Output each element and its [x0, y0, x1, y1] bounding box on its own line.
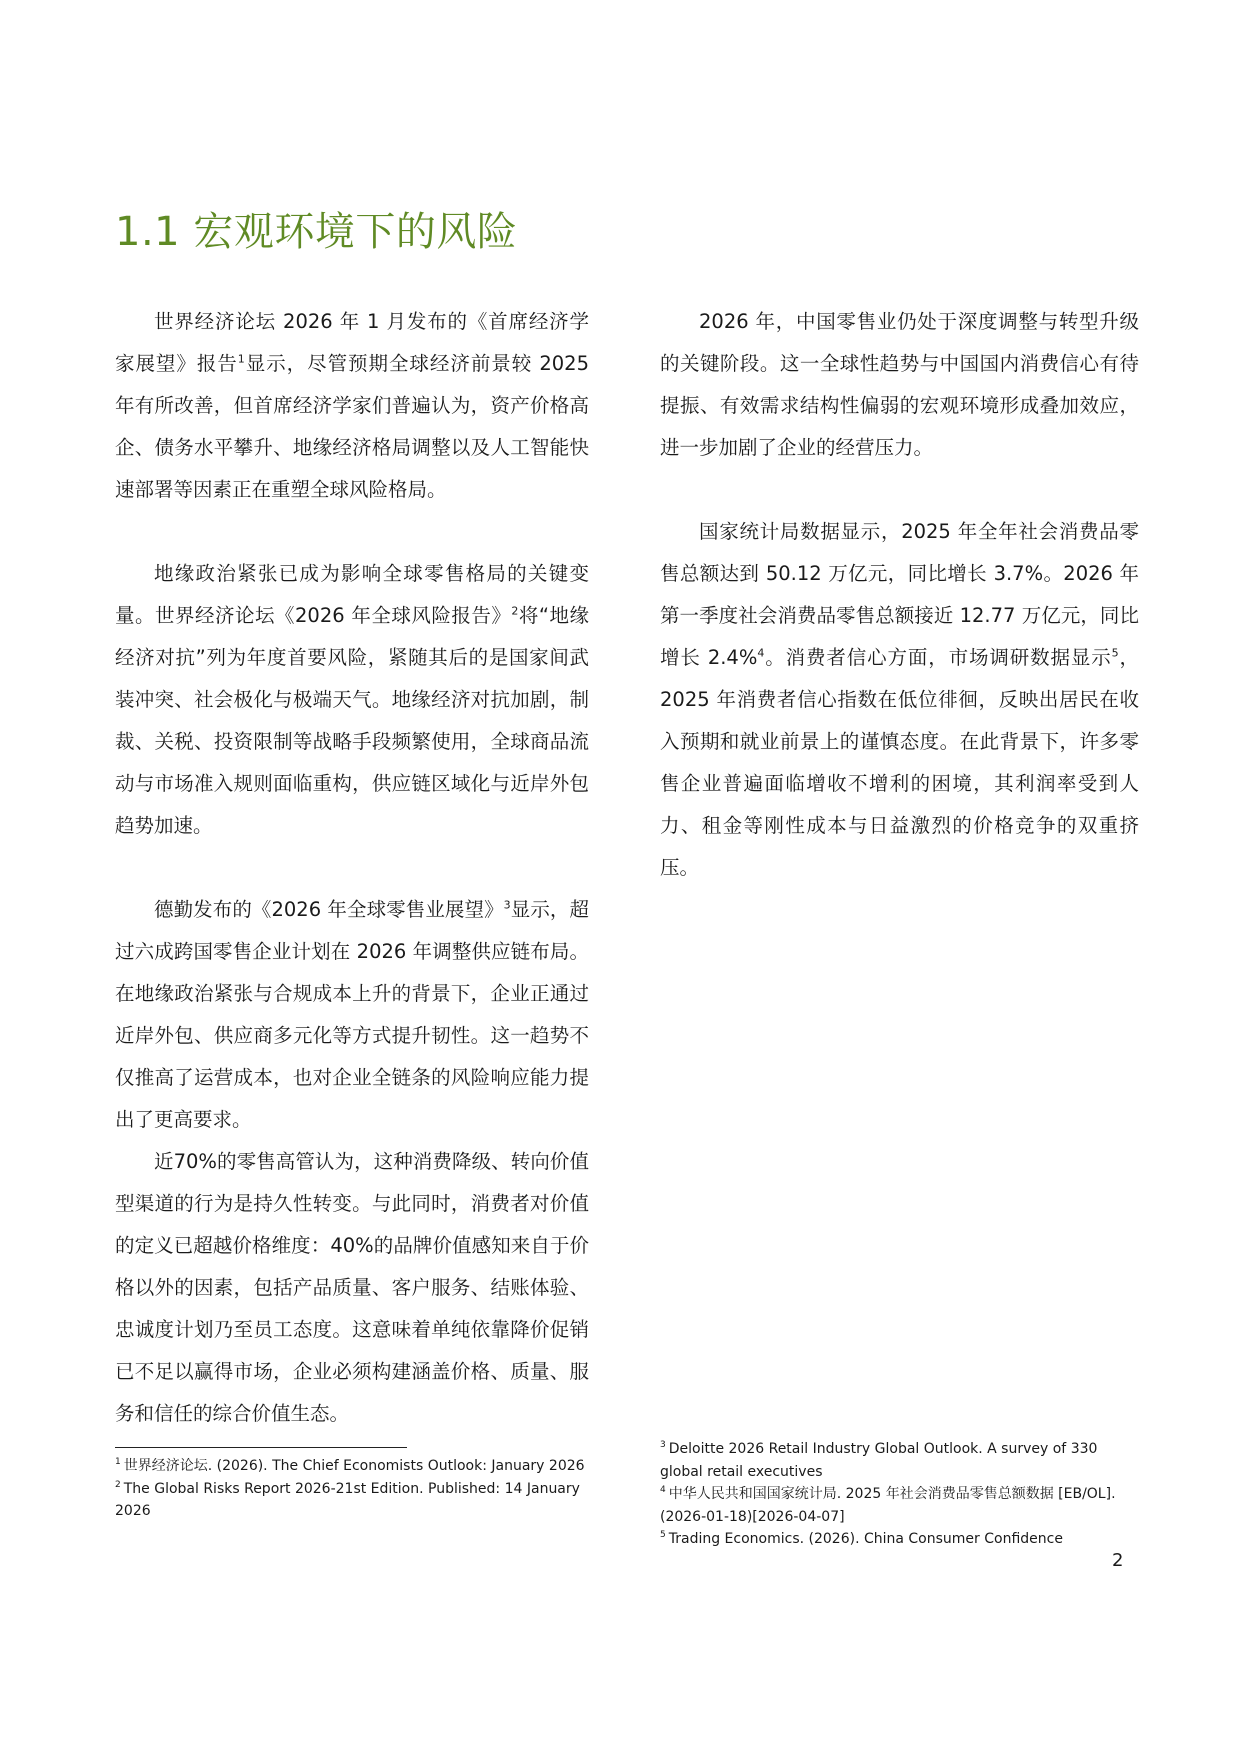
footnote-number: 1: [115, 1457, 121, 1468]
footnote-text: The Global Risks Report 2026-21st Edition. Published: 14 January 2026: [115, 1480, 580, 1519]
footnote-ref[interactable]: 3: [503, 898, 511, 912]
paragraph-text: 世界经济论坛 2026 年 1 月发布的《首席经济学家展望》报告: [115, 310, 589, 375]
footnote: [660, 1483, 1130, 1528]
footnote: [115, 1478, 585, 1523]
footnote-number: 3: [660, 1440, 666, 1451]
paragraph: [660, 511, 1139, 889]
paragraph: [115, 301, 589, 511]
section-heading: 1.1 宏观环境下的风险: [115, 209, 518, 255]
left-column: [115, 301, 589, 1435]
paragraph: [115, 553, 589, 847]
paragraph-text: 国家统计局数据显示，2025 年全年社会消费品零售总额达到 50.12 万亿元，同比增长 3.7%。2026 年第一季度社会消费品零售总额接近 12.77 万亿元，同比增长 2.4%: [660, 520, 1139, 669]
footnote: [660, 1528, 1130, 1551]
paragraph-text: 显示，超过六成跨国零售企业计划在 2026 年调整供应链布局。在地缘政治紧张与合规成本上升的背景下，企业正通过近岸外包、供应商多元化等方式提升韧性。这一趋势不仅推高了运营成本，也对企业全链条的风险响应能力提出了更高要求。: [115, 898, 589, 1131]
footnote-ref[interactable]: 1: [237, 352, 245, 366]
footnote-ref[interactable]: 2: [511, 604, 519, 618]
paragraph-text: 德勤发布的《2026 年全球零售业展望》: [154, 898, 504, 921]
paragraph: [115, 889, 589, 1141]
paragraph-text: 显示，尽管预期全球经济前景较 2025 年有所改善，但首席经济学家们普遍认为，资产价格高企、债务水平攀升、地缘经济格局调整以及人工智能快速部署等因素正在重塑全球风险格局。: [115, 352, 589, 501]
footnote-number: 2: [115, 1479, 121, 1490]
paragraph-text: 。消费者信心方面，市场调研数据显示: [764, 646, 1112, 669]
footnote-ref[interactable]: 5: [1111, 646, 1119, 660]
footnote: [660, 1438, 1130, 1483]
paragraph: 近70%的零售高管认为，这种消费降级、转向价值型渠道的行为是持久性转变。与此同时，消费者对价值的定义已超越价格维度：40%的品牌价值感知来自于价格以外的因素，包括产品质量、客户服务、结账体验、忠诚度计划乃至员工态度。这意味着单纯依靠降价促销已不足以赢得市场，企业必须构建涵盖价格、质量、服务和信任的综合价值生态。: [115, 1150, 589, 1425]
footnotes-left: [115, 1447, 585, 1523]
footnote-ref[interactable]: 4: [757, 646, 765, 660]
paragraph-text: ，2025 年消费者信心指数在低位徘徊，反映出居民在收入预期和就业前景上的谨慎态度。在此背景下，许多零售企业普遍面临增收不增利的困境，其利润率受到人力、租金等刚性成本与日益激烈的价格竞争的双重挤压。: [660, 646, 1139, 879]
right-column: [660, 301, 1139, 889]
paragraph-text: 将“地缘经济对抗”列为年度首要风险，紧随其后的是国家间武装冲突、社会极化与极端天气。地缘经济对抗加剧，制裁、关税、投资限制等战略手段频繁使用，全球商品流动与市场准入规则面临重构，供应链区域化与近岸外包趋势加速。: [115, 604, 590, 837]
paragraph-text: 地缘政治紧张已成为影响全球零售格局的关键变量。世界经济论坛《2026 年全球风险报告》: [115, 562, 589, 627]
footnote-text: 中华人民共和国国家统计局. 2025 年社会消费品零售总额数据 [EB/OL]. (2026-01-18)[2026-04-07]: [660, 1486, 1116, 1525]
footnote: [115, 1455, 585, 1478]
footnote-number: 4: [660, 1485, 666, 1496]
page-number: 2: [1112, 1550, 1124, 1571]
footnote-text: Trading Economics. (2026). China Consumer Confidence: [668, 1531, 1063, 1547]
footnote-text: Deloitte 2026 Retail Industry Global Outlook. A survey of 330 global retail executives: [660, 1441, 1098, 1480]
footnotes-right: [660, 1438, 1130, 1551]
footnote-text: 世界经济论坛. (2026). The Chief Economists Outlook: January 2026: [123, 1458, 585, 1474]
paragraph: 2026 年，中国零售业仍处于深度调整与转型升级的关键阶段。这一全球性趋势与中国国内消费信心有待提振、有效需求结构性偏弱的宏观环境形成叠加效应，进一步加剧了企业的经营压力。: [660, 310, 1139, 459]
footnote-number: 5: [660, 1530, 666, 1541]
